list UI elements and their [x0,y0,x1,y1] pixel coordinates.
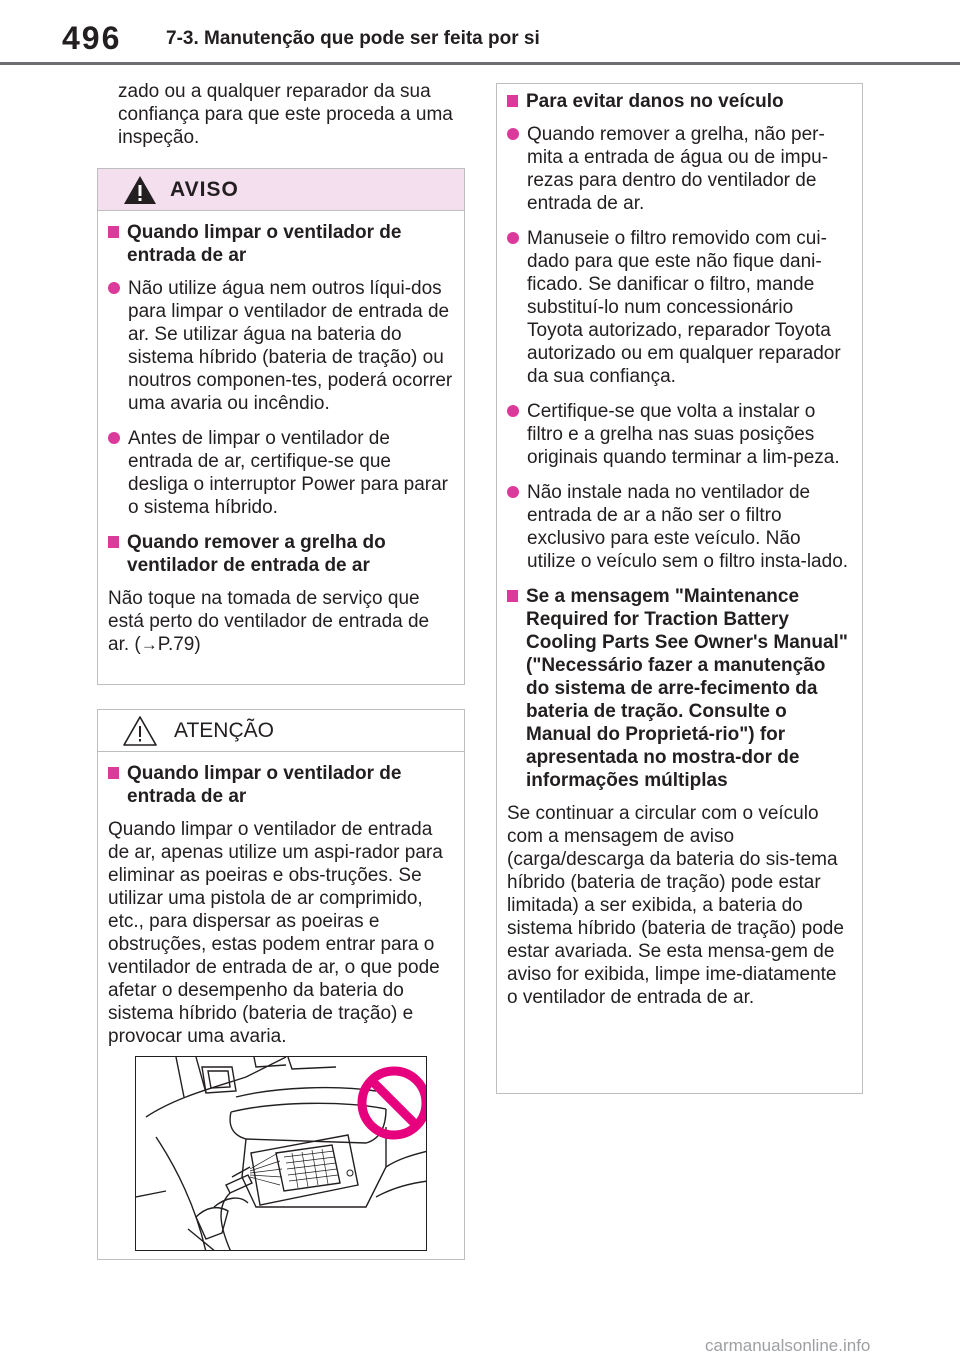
aviso-heading-cleaning-text: Quando limpar o ventilador de entrada de ar [127,222,402,266]
atencao-body [98,752,464,1048]
vacuum-cleaning-illustration [135,1056,427,1251]
round-bullet-icon [507,128,519,140]
watermark: carmanualsonline.info [705,1336,871,1355]
page-number: 496 [62,20,122,56]
right-bullet-filter-handling-text: Manuseie o filtro removido com cui-dado para que este não fique dani-ficado. Se danificar o filtro, mande substituí-lo num concessionário Toyota autorizado, reparador Toyota autorizado ou em qualquer reparador da sua confiança. [527,228,841,387]
right-bullet-grille-text: Quando remover a grelha, não per-mita a entrada de água ou de impu-rezas para dentro do ventilador de entrada de ar. [527,124,829,214]
aviso-bullet-water-text: Não utilize água nem outros líqui-dos para limpar o ventilador de entrada de ar. Se utilizar água na bateria do sistema híbrido (bateria de tração) ou noutros componen-tes, poderá ocorrer uma avaria ou incêndio. [128,278,453,414]
right-bullet-reinstall-text: Certifique-se que volta a instalar o filtro e a grelha nas suas posições originais quando terminar a lim-peza. [527,401,840,468]
seat-vent-drawing [136,1057,427,1251]
right-bullet-exclusive-filter [507,481,852,573]
intro-paragraph: zado ou a qualquer reparador da sua confiança para que este proceda a uma inspeção. [118,81,453,148]
arrow-right-icon: → [140,635,158,654]
prohibition-icon [362,1071,426,1135]
aviso-bullet-power [108,427,454,519]
square-bullet-icon [108,767,119,779]
aviso-heading-grille [108,531,454,577]
aviso-title: AVISO [170,177,239,201]
section-title: 7-3. Manutenção que pode ser feita por si [166,28,540,49]
right-bullet-reinstall [507,400,852,469]
aviso-body [98,211,464,656]
right-bullet-exclusive-filter-text: Não instale nada no ventilador de entrada de ar a não ser o filtro exclusivo para este veículo. Não utilize o veículo sem o filtro insta-lado. [527,482,849,572]
aviso-box [97,168,465,685]
aviso-heading-cleaning [108,221,454,267]
round-bullet-icon [108,282,120,294]
right-heading-damage [507,90,852,113]
aviso-para-text: Não toque na tomada de serviço que está perto do ventilador de entrada de ar. ( [108,588,430,655]
round-bullet-icon [507,405,519,417]
atencao-header [98,710,464,752]
square-bullet-icon [108,226,119,238]
aviso-bullet-power-text: Antes de limpar o ventilador de entrada de ar, certifique-se que desliga o interruptor Power para parar o sistema híbrido. [128,428,449,518]
round-bullet-icon [507,232,519,244]
atencao-paragraph: Quando limpar o ventilador de entrada de ar, apenas utilize um aspi-rador para eliminar as poeiras e obs-truções. Se utilizar uma pistola de ar comprimido, etc., para dispersar as poeiras e obstruções, estas podem entrar para o ventilador de entrada de ar, o que pode afetar o desempenho da bateria do sistema híbrido (bateria de tração) e provocar uma avaria. [108,819,443,1047]
header-rule [0,62,960,65]
warning-triangle-icon [122,174,158,206]
square-bullet-icon [108,536,119,548]
round-bullet-icon [507,486,519,498]
vehicle-damage-box [496,83,863,1094]
right-message-paragraph: Se continuar a circular com o veículo com a mensagem de aviso (carga/descarga da bateria do sis-tema híbrido (bateria de tração) pode estar limitada) a ser exibida, a bateria do sistema híbrido (bateria de tração) pode estar avariada. Se esta mensa-gem de aviso for exibida, limpe ime-diatamente o ventilador de entrada de ar. [507,803,844,1008]
page-header [0,0,960,70]
aviso-service-plug-paragraph [108,587,454,656]
atencao-heading-cleaning [108,762,454,808]
right-bullet-grille [507,123,852,215]
round-bullet-icon [108,432,120,444]
aviso-bullet-water [108,277,454,415]
square-bullet-icon [507,95,518,107]
aviso-header [98,169,464,211]
page-reference-link[interactable]: P.79) [157,634,201,655]
caution-triangle-icon [122,715,158,747]
right-heading-message [507,585,852,792]
vehicle-damage-body [497,84,862,1009]
right-heading-message-text: Se a mensagem "Maintenance Required for Traction Battery Cooling Parts See Owner's Manual" ("Necessário fazer a manutenção do sistema de arre-fecimento da bateria de tração. Consulte o Manual do Proprietá-rio") for apresentada no mostra-dor de informações múltiplas [526,586,848,791]
atencao-title: ATENÇÃO [174,718,274,742]
right-bullet-filter-handling [507,227,852,388]
right-heading-damage-text: Para evitar danos no veículo [526,91,784,112]
aviso-heading-grille-text: Quando remover a grelha do ventilador de entrada de ar [127,532,386,576]
atencao-heading-cleaning-text: Quando limpar o ventilador de entrada de ar [127,763,402,807]
square-bullet-icon [507,590,518,602]
